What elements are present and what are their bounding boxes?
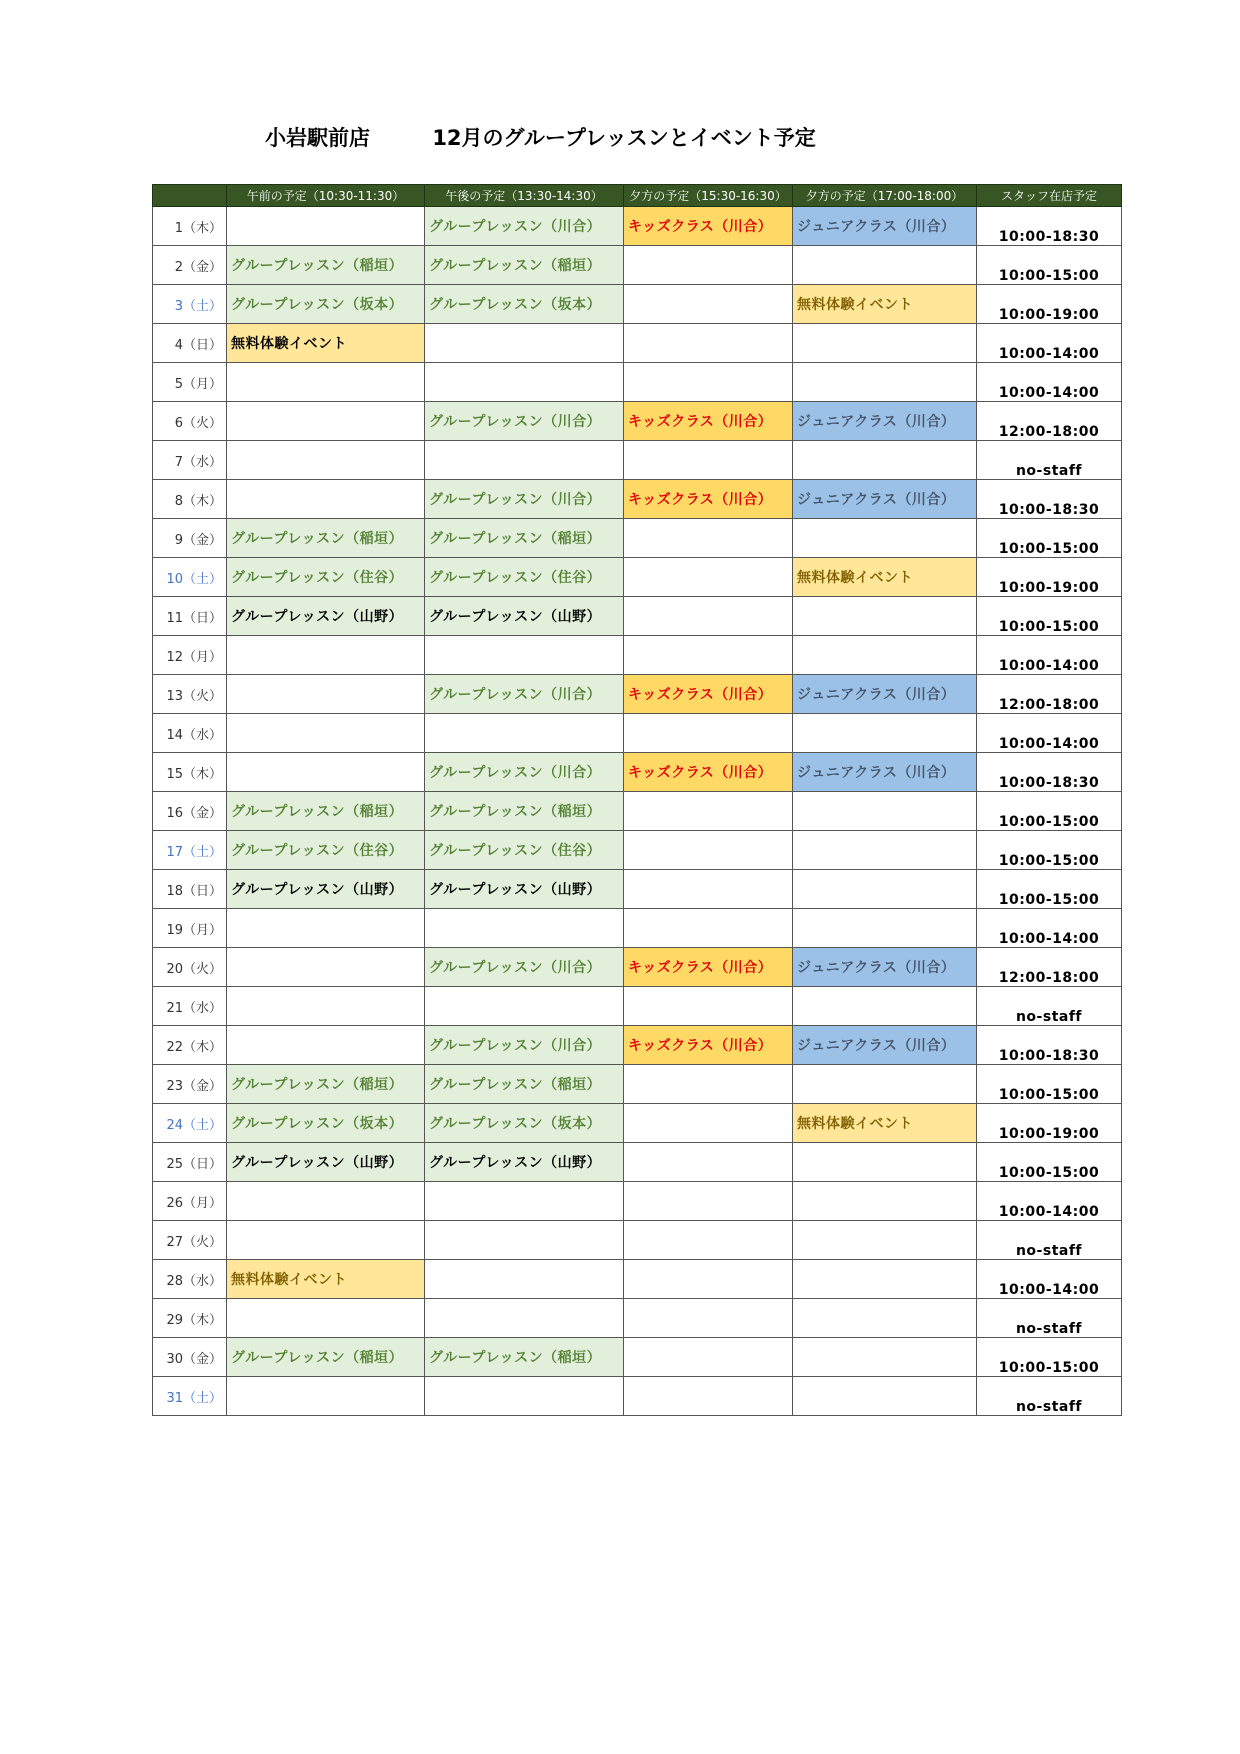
table-row xyxy=(153,714,1122,753)
date-cell: 18（日） xyxy=(153,870,227,909)
morning-cell: 無料体験イベント xyxy=(227,324,425,363)
evening-2-cell xyxy=(793,1260,977,1299)
header-evening-1: 夕方の予定（15:30-16:30） xyxy=(624,185,793,207)
table-row xyxy=(153,519,1122,558)
schedule-heading: 12月のグループレッスンとイベント予定 xyxy=(432,126,816,150)
evening-2-cell xyxy=(793,714,977,753)
evening-2-cell xyxy=(793,246,977,285)
date-cell: 10（土） xyxy=(153,558,227,597)
date-cell: 21（水） xyxy=(153,987,227,1026)
evening-1-cell xyxy=(624,714,793,753)
afternoon-cell xyxy=(425,909,624,948)
table-row xyxy=(153,1221,1122,1260)
staff-hours-cell: 10:00-14:00 xyxy=(977,363,1122,402)
table-row xyxy=(153,948,1122,987)
header-evening-2: 夕方の予定（17:00-18:00） xyxy=(793,185,977,207)
morning-cell: グループレッスン（山野） xyxy=(227,1143,425,1182)
table-header-row xyxy=(153,185,1122,207)
date-cell: 28（水） xyxy=(153,1260,227,1299)
afternoon-cell xyxy=(425,324,624,363)
table-row xyxy=(153,987,1122,1026)
staff-hours-cell: 10:00-15:00 xyxy=(977,870,1122,909)
evening-1-cell xyxy=(624,1221,793,1260)
morning-cell xyxy=(227,987,425,1026)
staff-hours-cell: 10:00-19:00 xyxy=(977,1104,1122,1143)
afternoon-cell: グループレッスン（山野） xyxy=(425,870,624,909)
date-cell: 13（火） xyxy=(153,675,227,714)
afternoon-cell: グループレッスン（坂本） xyxy=(425,1104,624,1143)
afternoon-cell xyxy=(425,1260,624,1299)
morning-cell: グループレッスン（稲垣） xyxy=(227,1065,425,1104)
afternoon-cell xyxy=(425,1299,624,1338)
staff-hours-cell: 10:00-19:00 xyxy=(977,558,1122,597)
evening-1-cell xyxy=(624,558,793,597)
afternoon-cell xyxy=(425,1377,624,1416)
table-row xyxy=(153,1260,1122,1299)
afternoon-cell: グループレッスン（稲垣） xyxy=(425,1065,624,1104)
afternoon-cell: グループレッスン（川合） xyxy=(425,480,624,519)
morning-cell: グループレッスン（稲垣） xyxy=(227,246,425,285)
staff-hours-cell: 10:00-18:30 xyxy=(977,1026,1122,1065)
staff-hours-cell: 10:00-15:00 xyxy=(977,1143,1122,1182)
afternoon-cell xyxy=(425,636,624,675)
morning-cell xyxy=(227,636,425,675)
table-row xyxy=(153,1338,1122,1377)
morning-cell: グループレッスン（稲垣） xyxy=(227,519,425,558)
date-cell: 4（日） xyxy=(153,324,227,363)
date-cell: 5（月） xyxy=(153,363,227,402)
table-row xyxy=(153,207,1122,246)
date-cell: 20（火） xyxy=(153,948,227,987)
header-date xyxy=(153,185,227,207)
afternoon-cell: グループレッスン（川合） xyxy=(425,207,624,246)
date-cell: 2（金） xyxy=(153,246,227,285)
morning-cell: グループレッスン（稲垣） xyxy=(227,792,425,831)
table-row xyxy=(153,1377,1122,1416)
staff-hours-cell: 10:00-15:00 xyxy=(977,246,1122,285)
morning-cell: グループレッスン（坂本） xyxy=(227,1104,425,1143)
staff-hours-cell: 10:00-15:00 xyxy=(977,831,1122,870)
evening-1-cell xyxy=(624,1182,793,1221)
morning-cell xyxy=(227,714,425,753)
evening-2-cell: ジュニアクラス（川合） xyxy=(793,1026,977,1065)
afternoon-cell: グループレッスン（川合） xyxy=(425,675,624,714)
evening-2-cell xyxy=(793,636,977,675)
evening-1-cell xyxy=(624,1299,793,1338)
evening-1-cell xyxy=(624,870,793,909)
date-cell: 24（土） xyxy=(153,1104,227,1143)
afternoon-cell xyxy=(425,363,624,402)
evening-1-cell xyxy=(624,1260,793,1299)
morning-cell xyxy=(227,441,425,480)
date-cell: 25（日） xyxy=(153,1143,227,1182)
afternoon-cell xyxy=(425,1221,624,1260)
evening-1-cell xyxy=(624,363,793,402)
evening-2-cell xyxy=(793,519,977,558)
table-row xyxy=(153,870,1122,909)
staff-hours-cell: no-staff xyxy=(977,1221,1122,1260)
table-row xyxy=(153,441,1122,480)
store-name: 小岩駅前店 xyxy=(265,126,370,150)
date-cell: 30（金） xyxy=(153,1338,227,1377)
evening-1-cell xyxy=(624,1143,793,1182)
evening-1-cell xyxy=(624,519,793,558)
date-cell: 15（木） xyxy=(153,753,227,792)
evening-2-cell xyxy=(793,1143,977,1182)
table-row xyxy=(153,1299,1122,1338)
evening-1-cell: キッズクラス（川合） xyxy=(624,480,793,519)
evening-2-cell xyxy=(793,1182,977,1221)
table-row xyxy=(153,1182,1122,1221)
staff-hours-cell: 10:00-18:30 xyxy=(977,753,1122,792)
evening-1-cell: キッズクラス（川合） xyxy=(624,948,793,987)
afternoon-cell: グループレッスン（稲垣） xyxy=(425,246,624,285)
staff-hours-cell: 10:00-18:30 xyxy=(977,480,1122,519)
morning-cell: グループレッスン（住谷） xyxy=(227,558,425,597)
morning-cell: 無料体験イベント xyxy=(227,1260,425,1299)
evening-1-cell xyxy=(624,246,793,285)
morning-cell xyxy=(227,207,425,246)
evening-1-cell xyxy=(624,909,793,948)
morning-cell: グループレッスン（山野） xyxy=(227,870,425,909)
schedule-table xyxy=(152,184,1122,1416)
staff-hours-cell: no-staff xyxy=(977,987,1122,1026)
evening-1-cell xyxy=(624,1377,793,1416)
date-cell: 26（月） xyxy=(153,1182,227,1221)
evening-2-cell xyxy=(793,831,977,870)
evening-1-cell xyxy=(624,792,793,831)
evening-1-cell: キッズクラス（川合） xyxy=(624,402,793,441)
evening-2-cell xyxy=(793,1338,977,1377)
morning-cell xyxy=(227,948,425,987)
table-row xyxy=(153,1065,1122,1104)
afternoon-cell xyxy=(425,441,624,480)
staff-hours-cell: 10:00-15:00 xyxy=(977,519,1122,558)
evening-1-cell xyxy=(624,285,793,324)
staff-hours-cell: 10:00-14:00 xyxy=(977,1260,1122,1299)
date-cell: 22（木） xyxy=(153,1026,227,1065)
date-cell: 23（金） xyxy=(153,1065,227,1104)
evening-1-cell xyxy=(624,1065,793,1104)
evening-2-cell: ジュニアクラス（川合） xyxy=(793,402,977,441)
morning-cell xyxy=(227,480,425,519)
evening-1-cell xyxy=(624,324,793,363)
evening-2-cell: ジュニアクラス（川合） xyxy=(793,753,977,792)
date-cell: 29（木） xyxy=(153,1299,227,1338)
evening-2-cell xyxy=(793,1065,977,1104)
table-row xyxy=(153,246,1122,285)
table-row xyxy=(153,402,1122,441)
date-cell: 1（木） xyxy=(153,207,227,246)
staff-hours-cell: 10:00-14:00 xyxy=(977,636,1122,675)
staff-hours-cell: no-staff xyxy=(977,1299,1122,1338)
staff-hours-cell: 12:00-18:00 xyxy=(977,402,1122,441)
staff-hours-cell: 10:00-15:00 xyxy=(977,1338,1122,1377)
evening-2-cell xyxy=(793,987,977,1026)
table-row xyxy=(153,1143,1122,1182)
table-row xyxy=(153,324,1122,363)
table-row xyxy=(153,753,1122,792)
evening-1-cell: キッズクラス（川合） xyxy=(624,675,793,714)
date-cell: 7（水） xyxy=(153,441,227,480)
evening-1-cell xyxy=(624,597,793,636)
evening-1-cell xyxy=(624,1338,793,1377)
morning-cell xyxy=(227,1221,425,1260)
staff-hours-cell: 10:00-15:00 xyxy=(977,597,1122,636)
evening-2-cell: 無料体験イベント xyxy=(793,285,977,324)
staff-hours-cell: no-staff xyxy=(977,1377,1122,1416)
staff-hours-cell: 12:00-18:00 xyxy=(977,948,1122,987)
evening-2-cell xyxy=(793,363,977,402)
morning-cell xyxy=(227,909,425,948)
afternoon-cell: グループレッスン（坂本） xyxy=(425,285,624,324)
afternoon-cell: グループレッスン（川合） xyxy=(425,1026,624,1065)
morning-cell: グループレッスン（住谷） xyxy=(227,831,425,870)
date-cell: 3（土） xyxy=(153,285,227,324)
evening-2-cell xyxy=(793,441,977,480)
morning-cell xyxy=(227,1026,425,1065)
table-row xyxy=(153,480,1122,519)
date-cell: 11（日） xyxy=(153,597,227,636)
table-row xyxy=(153,558,1122,597)
afternoon-cell: グループレッスン（稲垣） xyxy=(425,1338,624,1377)
table-row xyxy=(153,285,1122,324)
table-row xyxy=(153,1104,1122,1143)
table-row xyxy=(153,597,1122,636)
table-row xyxy=(153,1026,1122,1065)
evening-1-cell xyxy=(624,1104,793,1143)
header-staff: スタッフ在店予定 xyxy=(977,185,1122,207)
evening-1-cell: キッズクラス（川合） xyxy=(624,207,793,246)
date-cell: 14（水） xyxy=(153,714,227,753)
evening-1-cell xyxy=(624,831,793,870)
evening-2-cell xyxy=(793,1299,977,1338)
date-cell: 8（木） xyxy=(153,480,227,519)
morning-cell: グループレッスン（稲垣） xyxy=(227,1338,425,1377)
staff-hours-cell: 10:00-14:00 xyxy=(977,1182,1122,1221)
evening-2-cell xyxy=(793,909,977,948)
staff-hours-cell: 10:00-15:00 xyxy=(977,792,1122,831)
afternoon-cell: グループレッスン（川合） xyxy=(425,948,624,987)
morning-cell xyxy=(227,363,425,402)
morning-cell xyxy=(227,1299,425,1338)
staff-hours-cell: no-staff xyxy=(977,441,1122,480)
afternoon-cell: グループレッスン（住谷） xyxy=(425,831,624,870)
header-morning: 午前の予定（10:30-11:30） xyxy=(227,185,425,207)
afternoon-cell xyxy=(425,987,624,1026)
evening-2-cell xyxy=(793,1377,977,1416)
morning-cell xyxy=(227,1182,425,1221)
date-cell: 9（金） xyxy=(153,519,227,558)
afternoon-cell: グループレッスン（稲垣） xyxy=(425,519,624,558)
table-row xyxy=(153,792,1122,831)
date-cell: 6（火） xyxy=(153,402,227,441)
morning-cell: グループレッスン（山野） xyxy=(227,597,425,636)
evening-2-cell: 無料体験イベント xyxy=(793,1104,977,1143)
evening-1-cell xyxy=(624,636,793,675)
staff-hours-cell: 10:00-14:00 xyxy=(977,909,1122,948)
date-cell: 12（月） xyxy=(153,636,227,675)
evening-2-cell: ジュニアクラス（川合） xyxy=(793,675,977,714)
evening-2-cell xyxy=(793,1221,977,1260)
evening-2-cell xyxy=(793,597,977,636)
afternoon-cell: グループレッスン（川合） xyxy=(425,402,624,441)
afternoon-cell xyxy=(425,1182,624,1221)
afternoon-cell: グループレッスン（山野） xyxy=(425,597,624,636)
date-cell: 17（土） xyxy=(153,831,227,870)
evening-2-cell xyxy=(793,870,977,909)
afternoon-cell xyxy=(425,714,624,753)
morning-cell xyxy=(227,753,425,792)
evening-2-cell: 無料体験イベント xyxy=(793,558,977,597)
staff-hours-cell: 10:00-19:00 xyxy=(977,285,1122,324)
morning-cell xyxy=(227,675,425,714)
evening-1-cell: キッズクラス（川合） xyxy=(624,753,793,792)
afternoon-cell: グループレッスン（住谷） xyxy=(425,558,624,597)
staff-hours-cell: 10:00-14:00 xyxy=(977,324,1122,363)
evening-1-cell xyxy=(624,987,793,1026)
evening-1-cell: キッズクラス（川合） xyxy=(624,1026,793,1065)
date-cell: 16（金） xyxy=(153,792,227,831)
morning-cell xyxy=(227,1377,425,1416)
page-title xyxy=(265,122,1025,156)
evening-2-cell xyxy=(793,792,977,831)
table-row xyxy=(153,675,1122,714)
staff-hours-cell: 12:00-18:00 xyxy=(977,675,1122,714)
evening-2-cell xyxy=(793,324,977,363)
staff-hours-cell: 10:00-14:00 xyxy=(977,714,1122,753)
evening-1-cell xyxy=(624,441,793,480)
afternoon-cell: グループレッスン（稲垣） xyxy=(425,792,624,831)
staff-hours-cell: 10:00-18:30 xyxy=(977,207,1122,246)
table-row xyxy=(153,636,1122,675)
date-cell: 27（火） xyxy=(153,1221,227,1260)
date-cell: 31（土） xyxy=(153,1377,227,1416)
afternoon-cell: グループレッスン（山野） xyxy=(425,1143,624,1182)
evening-2-cell: ジュニアクラス（川合） xyxy=(793,948,977,987)
date-cell: 19（月） xyxy=(153,909,227,948)
table-row xyxy=(153,909,1122,948)
evening-2-cell: ジュニアクラス（川合） xyxy=(793,480,977,519)
morning-cell xyxy=(227,402,425,441)
staff-hours-cell: 10:00-15:00 xyxy=(977,1065,1122,1104)
header-afternoon: 午後の予定（13:30-14:30） xyxy=(425,185,624,207)
evening-2-cell: ジュニアクラス（川合） xyxy=(793,207,977,246)
table-row xyxy=(153,363,1122,402)
table-row xyxy=(153,831,1122,870)
morning-cell: グループレッスン（坂本） xyxy=(227,285,425,324)
afternoon-cell: グループレッスン（川合） xyxy=(425,753,624,792)
